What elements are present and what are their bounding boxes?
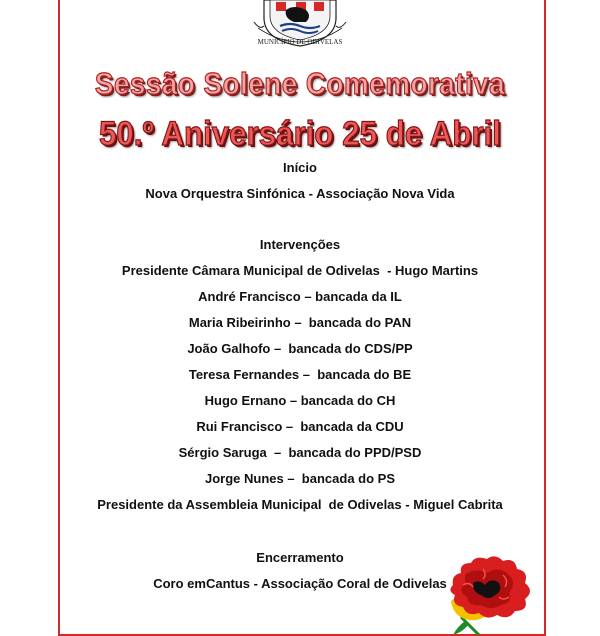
section-heading-inicio: Início [283, 160, 317, 175]
page-title: Sessão Solene Comemorativa [94, 66, 506, 101]
speaker-item: Sérgio Saruga – bancada do PPD/PSD [178, 445, 422, 460]
crest-ribbon-text: MUNICÍPIO DE ODIVELAS [257, 38, 343, 46]
speaker-item: Presidente Câmara Municipal de Odivelas - Hugo Martins [121, 263, 479, 278]
section-heading-intervencoes: Intervenções [259, 237, 341, 252]
inicio-item: Nova Orquestra Sinfónica - Associação Nova Vida [145, 186, 455, 201]
page-subtitle: 50.º Aniversário 25 de Abril [98, 115, 502, 153]
speaker-item: Presidente da Assembleia Municipal de Odivelas - Miguel Cabrita [97, 497, 503, 512]
speaker-item: André Francisco – bancada da IL [198, 289, 402, 304]
speaker-item: Rui Francisco – bancada da CDU [196, 419, 404, 434]
speaker-item: Teresa Fernandes – bancada do BE [188, 367, 412, 382]
carnation-icon [443, 555, 538, 635]
speaker-item: João Galhofo – bancada do CDS/PP [187, 341, 413, 356]
speaker-item: Jorge Nunes – bancada do PS [205, 471, 395, 486]
encerramento-item: Coro emCantus - Associação Coral de Odivelas [153, 576, 447, 591]
speaker-item: Hugo Ernano – bancada do CH [204, 393, 396, 408]
section-heading-encerramento: Encerramento [256, 550, 344, 565]
speaker-item: Maria Ribeirinho – bancada do PAN [188, 315, 412, 330]
